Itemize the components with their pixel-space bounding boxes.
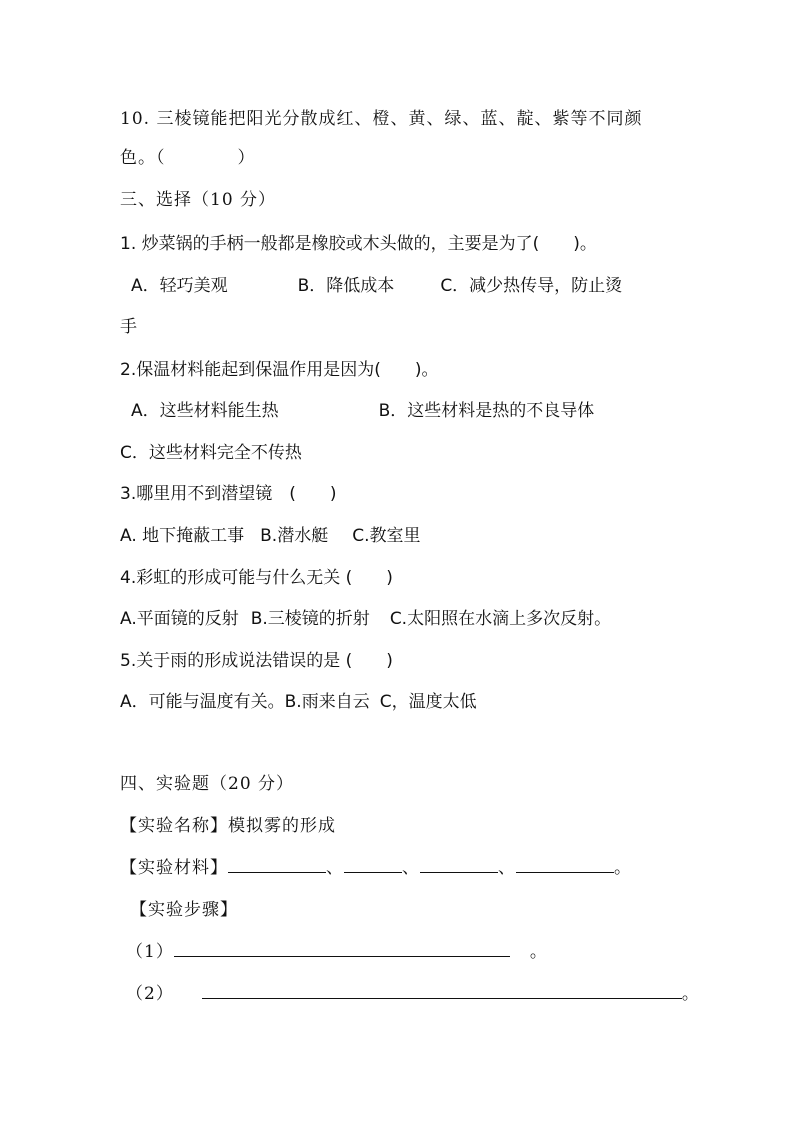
mc1-option-c-continued: 手 — [120, 317, 137, 337]
material-blank-3[interactable] — [420, 856, 498, 873]
mc2-options — [131, 399, 594, 423]
material-blank-4[interactable] — [516, 856, 614, 873]
mc5-option-b: B.雨来自云 — [284, 692, 370, 712]
mc5-option-c: C，温度太低 — [379, 692, 477, 712]
experiment-materials-label: 【实验材料】 — [120, 858, 228, 878]
mc3-option-c: C.教室里 — [352, 526, 421, 546]
section3-heading: 三、选择（10 分） — [120, 190, 277, 210]
material-separator: 、 — [498, 858, 516, 878]
experiment-name-row — [120, 814, 336, 838]
mc1-option-b: B．降低成本 — [297, 276, 395, 296]
experiment-name-value: 模拟雾的形成 — [228, 816, 336, 836]
material-blank-2[interactable] — [344, 856, 402, 873]
mc2-option-c: C．这些材料完全不传热 — [120, 443, 302, 463]
mc4-option-c: C.太阳照在水滴上多次反射。 — [389, 609, 612, 629]
mc1-options — [131, 274, 622, 298]
mc3-stem: 3.哪里用不到潜望镜 ( ) — [120, 484, 337, 504]
q10-line1: 10. 三棱镜能把阳光分散成红、橙、黄、绿、蓝、靛、紫等不同颜 — [120, 109, 643, 129]
step1-end: 。 — [529, 942, 548, 962]
mc5-options — [120, 690, 477, 714]
mc3-option-b: B.潜水艇 — [260, 526, 329, 546]
mc1-option-c: C．减少热传导，防止烫 — [440, 276, 623, 296]
material-separator: 、 — [326, 858, 344, 878]
experiment-step-1 — [126, 940, 548, 964]
materials-end: 。 — [614, 858, 632, 878]
experiment-name-label: 【实验名称】 — [120, 816, 228, 836]
mc2-stem: 2.保温材料能起到保温作用是因为( )。 — [120, 360, 439, 380]
mc1-stem: 1. 炒菜锅的手柄一般都是橡胶或木头做的，主要是为了( )。 — [120, 234, 597, 254]
experiment-materials-row — [120, 856, 632, 880]
mc3-option-a: A. 地下掩蔽工事 — [120, 526, 245, 546]
mc4-option-a: A.平面镜的反射 — [120, 609, 239, 629]
mc2-option-a: A．这些材料能生热 — [131, 401, 279, 421]
section4-heading: 四、实验题（20 分） — [120, 774, 295, 794]
step1-blank[interactable] — [174, 940, 510, 957]
mc5-option-a: A．可能与温度有关。 — [120, 692, 285, 712]
mc3-options — [120, 524, 421, 548]
step2-label: （2） — [126, 984, 174, 1004]
step2-blank[interactable] — [202, 982, 682, 999]
experiment-steps-label: 【实验步骤】 — [130, 900, 238, 920]
mc4-options — [120, 607, 611, 631]
experiment-step-2 — [126, 982, 700, 1006]
mc2-option-b: B．这些材料是热的不良导体 — [378, 401, 595, 421]
mc1-option-a: A．轻巧美观 — [131, 276, 228, 296]
material-blank-1[interactable] — [228, 856, 326, 873]
material-separator: 、 — [402, 858, 420, 878]
step2-end: 。 — [681, 984, 700, 1004]
q10-line2: 色。（ ） — [120, 148, 256, 168]
mc4-option-b: B.三棱镜的折射 — [250, 609, 370, 629]
mc4-stem: 4.彩虹的形成可能与什么无关 ( ) — [120, 568, 393, 588]
mc5-stem: 5.关于雨的形成说法错误的是 ( ) — [120, 651, 393, 671]
step1-label: （1） — [126, 942, 174, 962]
